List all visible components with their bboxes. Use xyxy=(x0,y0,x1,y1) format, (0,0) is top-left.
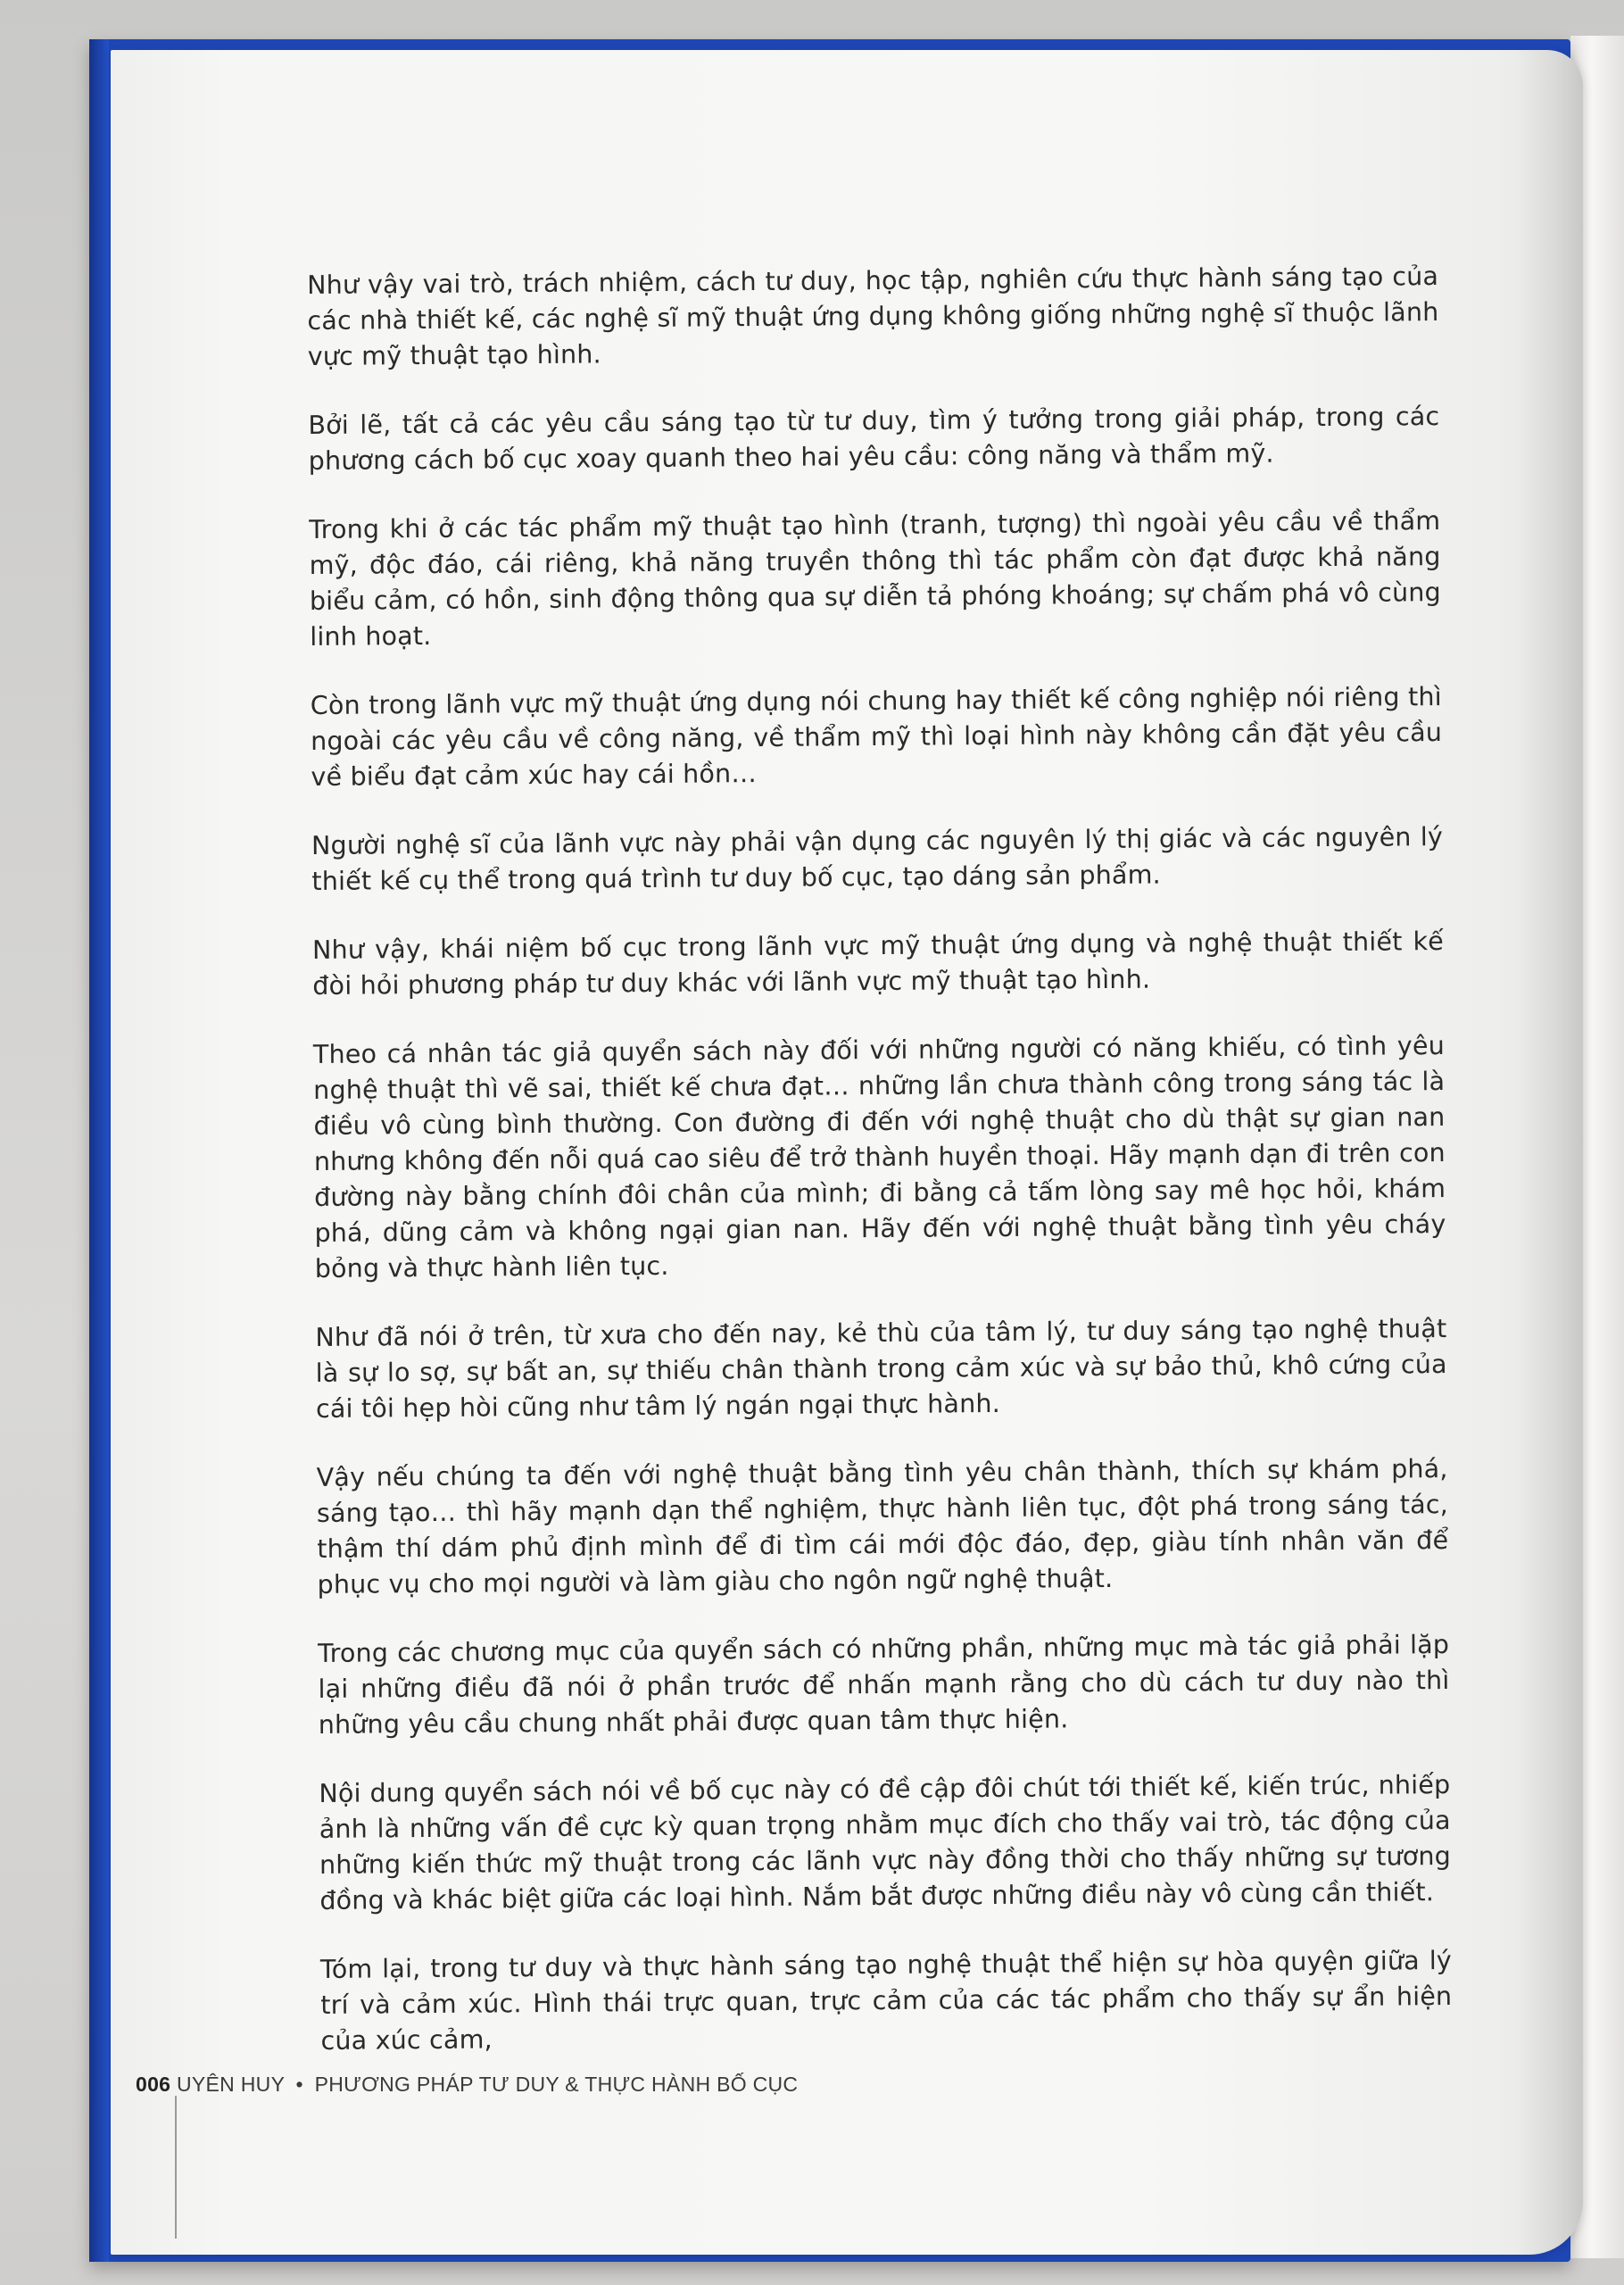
footer-author: UYÊN HUY xyxy=(176,2073,285,2096)
paragraph: Như đã nói ở trên, từ xưa cho đến nay, kẻ thù của tâm lý, tư duy sáng tạo nghệ thuật là sự lo sợ, sự bất an, sự thiếu chân thành trong cảm xúc và sự bảo thủ, khô cứng của cái tôi hẹp hòi cũng như tâm lý ngán ngại thực hành. xyxy=(315,1314,1447,1424)
paragraph: Người nghệ sĩ của lãnh vực này phải vận dụng các nguyên lý thị giác và các nguyên lý thiết kế cụ thể trong quá trình tư duy bố cục, tạo dáng sản phẩm. xyxy=(311,822,1444,896)
paragraph: Trong khi ở các tác phẩm mỹ thuật tạo hình (tranh, tượng) thì ngoài yêu cầu về thẩm mỹ, độc đáo, cái riêng, khả năng truyền thông thì tác phẩm còn đạt được khả năng biểu cảm, có hồn, sinh động thông qua sự diễn tả phóng khoáng; sự chấm phá vô cùng linh hoạt. xyxy=(309,506,1442,652)
footer-vertical-rule xyxy=(175,2096,177,2239)
footer-book-title: PHƯƠNG PHÁP TƯ DUY & THỰC HÀNH BỐ CỤC xyxy=(314,2073,799,2096)
cover-spine xyxy=(89,39,109,2262)
paragraph: Bởi lẽ, tất cả các yêu cầu sáng tạo từ tư duy, tìm ý tưởng trong giải pháp, trong các phương cách bố cục xoay quanh theo hai yêu cầu: công năng và thẩm mỹ. xyxy=(308,402,1440,476)
paragraph: Vậy nếu chúng ta đến với nghệ thuật bằng tình yêu chân thành, thích sự khám phá, sáng tạo… thì hãy mạnh dạn thể nghiệm, thực hành liên tục, đột phá trong sáng tác, thậm thí dám phủ định mình để đi tìm cái mới độc đáo, đẹp, giàu tính nhân văn để phục vụ cho mọi người và làm giàu cho ngôn ngữ nghệ thuật. xyxy=(316,1454,1449,1600)
footer-separator: • xyxy=(295,2073,303,2096)
page-number: 006 xyxy=(136,2073,171,2096)
paragraph: Như vậy vai trò, trách nhiệm, cách tư duy, học tập, nghiên cứu thực hành sáng tạo của các nhà thiết kế, các nghệ sĩ mỹ thuật ứng dụng không giống những nghệ sĩ thuộc lãnh vực mỹ thuật tạo hình. xyxy=(307,262,1439,371)
paragraph: Còn trong lãnh vực mỹ thuật ứng dụng nói chung hay thiết kế công nghiệp nói riêng thì ngoài các yêu cầu về công năng, về thẩm mỹ thì loại hình này không cần đặt yêu cầu về biểu đạt cảm xúc hay cái hồn… xyxy=(310,682,1443,792)
paragraph: Nội dung quyển sách nói về bố cục này có đề cập đôi chút tới thiết kế, kiến trúc, nhiếp ảnh là những vấn đề cực kỳ quan trọng nhằm mục đích cho thấy vai trò, tác động của những kiến thức mỹ thuật trong các lãnh vực này đồng thời cho thấy những sự tương đồng và khác biệt giữa các loại hình. Nắm bắt được những điều này vô cùng cần thiết. xyxy=(319,1769,1452,1915)
paragraph: Theo cá nhân tác giả quyển sách này đối với những người có năng khiếu, có tình yêu nghệ thuật thì vẽ sai, thiết kế chưa đạt… những lần chưa thành công trong sáng tác là điều vô cùng bình thường. Con đường đi đến với nghệ thuật cho dù thật sự gian nan nhưng không đến nỗi quá cao siêu để trở thành huyền thoại. Hãy mạnh dạn đi trên con đường này bằng chính đôi chân của mình; đi bằng cả tấm lòng say mê học hỏi, khám phá, dũng cảm và không ngại gian nan. Hãy đến với nghệ thuật bằng tình yêu cháy bỏng và thực hành liên tục. xyxy=(312,1031,1446,1284)
paragraph: Tóm lại, trong tư duy và thực hành sáng tạo nghệ thuật thể hiện sự hòa quyện giữa lý trí và cảm xúc. Hình thái trực quan, trực cảm của các tác phẩm cho thấy sự ẩn hiện của xúc cảm, xyxy=(319,1945,1453,2056)
body-text xyxy=(307,259,1453,2092)
paragraph: Trong các chương mục của quyển sách có những phần, những mục mà tác giả phải lặp lại những điều đã nói ở phần trước để nhấn mạnh rằng cho dù cách tư duy nào thì những yêu cầu chung nhất phải được quan tâm thực hiện. xyxy=(318,1629,1450,1740)
paragraph: Như vậy, khái niệm bố cục trong lãnh vực mỹ thuật ứng dụng và nghệ thuật thiết kế đòi hỏi phương pháp tư duy khác với lãnh vực mỹ thuật tạo hình. xyxy=(311,926,1445,1001)
page-footer xyxy=(136,2073,798,2097)
page-curl-shadow xyxy=(1517,50,1583,2255)
